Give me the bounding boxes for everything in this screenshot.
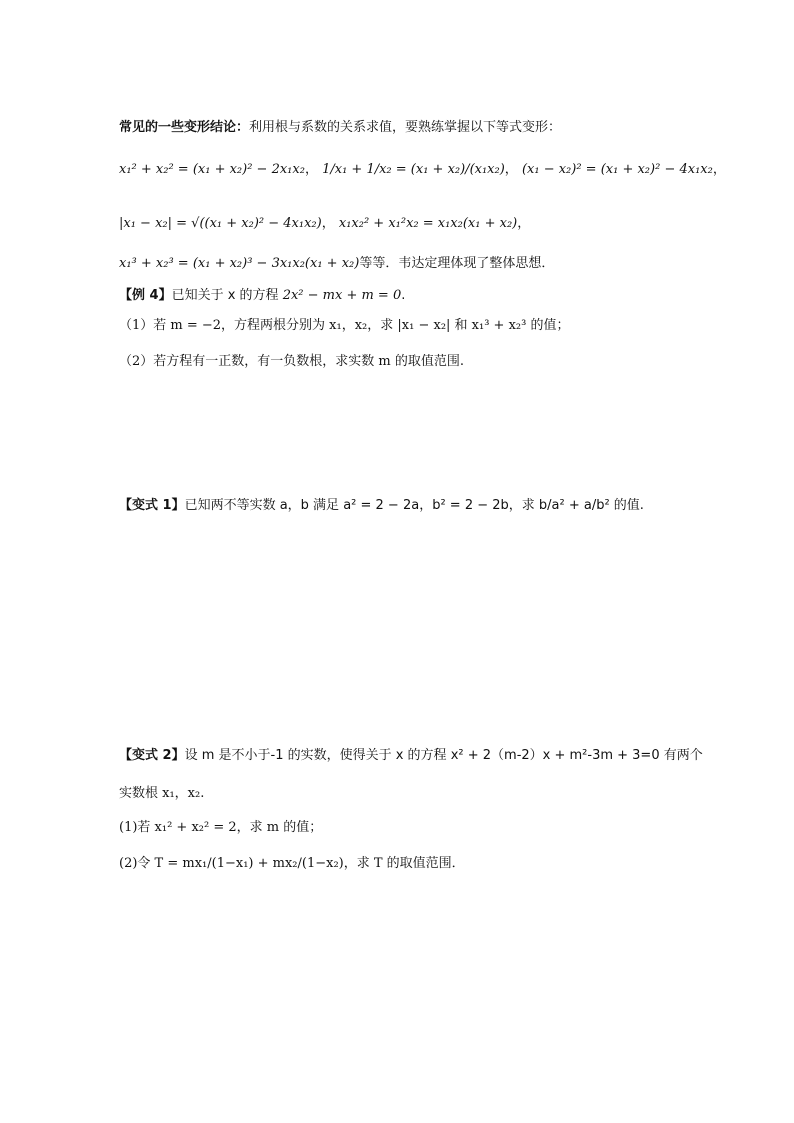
formula-factor: x₁x₂² + x₁²x₂ = x₁x₂(x₁ + x₂) (338, 216, 518, 231)
variant-1-tag: 【变式 1】 (119, 498, 185, 513)
example-4-question-1: （1）若 m = −2，方程两根分别为 x₁，x₂，求 |x₁ − x₂| 和 x₁³ + x₂³ 的值； (119, 318, 570, 333)
example-4-stem: 【例 4】已知关于 x 的方程 2x² − mx + m = 0. (119, 288, 406, 303)
variant-2-tag: 【变式 2】 (119, 748, 185, 763)
example-4-text: 已知关于 x 的方程 (171, 288, 279, 303)
variant-2-question-2: (2)令 T = mx₁/(1−x₁) + mx₂/(1−x₂)，求 T 的取值范围． (119, 856, 465, 871)
example-4-question-2: （2）若方程有一正数，有一负数根，求实数 m 的取值范围. (119, 354, 464, 369)
formula-row-2: |x₁ − x₂| = √((x₁ + x₂)² − 4x₁x₂)， x₁x₂² + x₁²x₂ = x₁x₂(x₁ + x₂)， (119, 216, 531, 231)
conclusion-header (119, 118, 561, 138)
variant-1 (119, 494, 644, 518)
variant-2-stem (119, 746, 703, 766)
formula-sum-squares: x₁² + x₂² = (x₁ + x₂)² − 2x₁x₂ (119, 162, 305, 177)
example-4-equation: 2x² − mx + m = 0 (282, 288, 402, 303)
formula-reciprocal-sum: 1/x₁ + 1/x₂ = (x₁ + x₂)/(x₁x₂) (322, 162, 505, 177)
formula-abs-diff: |x₁ − x₂| = √((x₁ + x₂)² − 4x₁x₂) (119, 216, 322, 231)
conclusion-label: 常见的一些变形结论： (119, 120, 250, 135)
variant-2-text-2: 实数根 x₁，x₂. (119, 786, 205, 801)
variant-2-question-1: (1)若 x₁² + x₂² = 2，求 m 的值； (119, 820, 323, 835)
formula-diff-square: (x₁ − x₂)² = (x₁ + x₂)² − 4x₁x₂ (521, 162, 713, 177)
conclusion-text: 利用根与系数的关系求值，要熟练掌握以下等式变形： (249, 120, 562, 135)
formula-sum-cubes: x₁³ + x₂³ = (x₁ + x₂)³ − 3x₁x₂(x₁ + x₂) (119, 256, 360, 271)
formula-row-3 (119, 252, 554, 276)
formula-row-3-tail: 等等．韦达定理体现了整体思想． (359, 256, 555, 271)
variant-2-text-1: 设 m 是不小于-1 的实数，使得关于 x 的方程 x² + 2（m-2）x + m²-3m + 3=0 有两个 (184, 748, 703, 763)
formula-row-1: x₁² + x₂² = (x₁ + x₂)² − 2x₁x₂， 1/x₁ + 1/x₂ = (x₁ + x₂)/(x₁x₂)， (x₁ − x₂)² = (x₁ + x₂)² − 4x₁x₂， (119, 162, 726, 177)
variant-1-text: 已知两不等实数 a，b 满足 a² = 2 − 2a，b² = 2 − 2b，求 b/a² + a/b² 的值. (184, 498, 644, 513)
example-4-tag: 【例 4】 (119, 288, 172, 303)
